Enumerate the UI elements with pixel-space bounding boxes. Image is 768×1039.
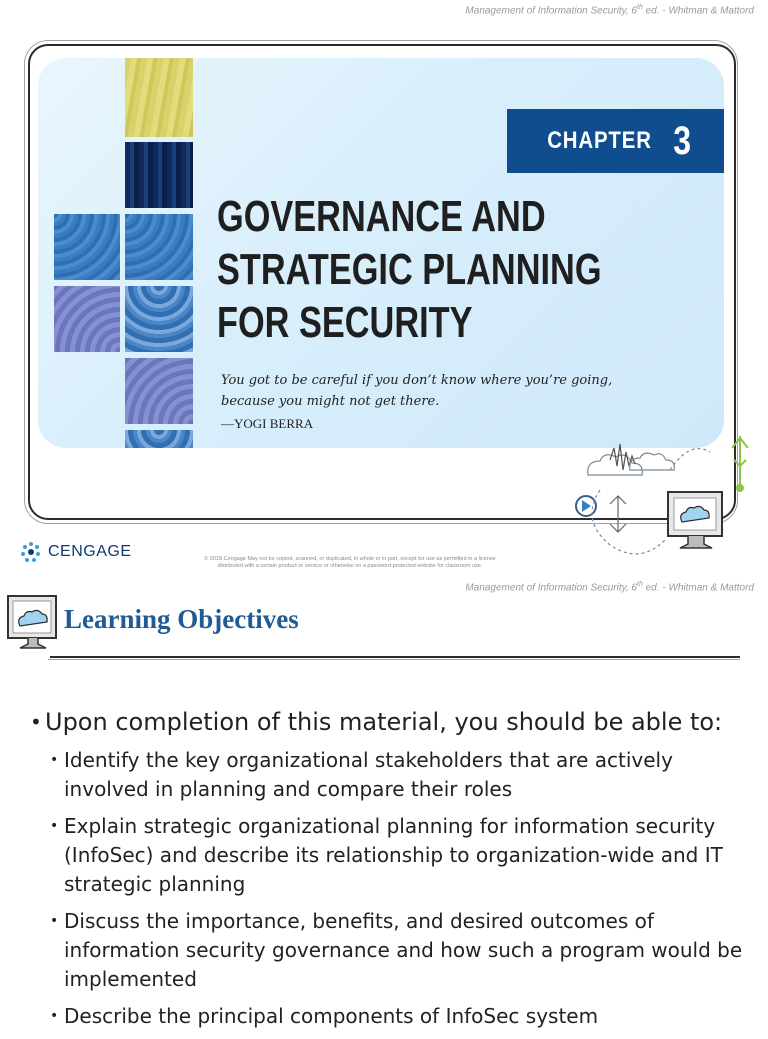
cloud-icon (588, 455, 643, 475)
title-line: STRATEGIC PLANNING (217, 245, 602, 294)
slide-header (465, 4, 754, 16)
slide-title: Learning Objectives (64, 604, 299, 634)
cover-tile (54, 286, 120, 352)
copyright-notice (170, 556, 530, 570)
title-divider (50, 656, 740, 658)
header-text-rest: ed. - Whitman & Mattord (642, 5, 754, 17)
cengage-logo-icon (20, 541, 42, 563)
header-superscript: th (637, 4, 643, 11)
header-superscript: th (637, 581, 643, 588)
objective-item: • Identify the key organizational stakeholders that are actively involved in planning and compare their roles (30, 746, 750, 804)
cengage-logo (20, 541, 132, 563)
cover-tile (125, 58, 193, 137)
quote-line: because you might not get there. (221, 394, 440, 409)
cover-tile (125, 142, 193, 208)
monitor-cloud-icon (6, 594, 60, 654)
title-divider-sketch (48, 659, 740, 660)
cloud-network-illustration (570, 430, 760, 560)
cover-tile (125, 286, 193, 352)
objective-item: • Explain strategic organizational planning for information security (InfoSec) and describe its relationship to organization-wide and IT strategic planning (30, 812, 750, 899)
intro-bullet: • Upon completion of this material, you should be able to: (30, 706, 750, 738)
cengage-logo-text: CENGAGE (48, 543, 132, 560)
chapter-badge (507, 109, 724, 173)
chapter-number: 3 (673, 118, 691, 163)
copyright-line: distributed with a certain product or service or otherwise on a password-protected website for classroom use. (217, 563, 483, 569)
slide-header (465, 581, 754, 593)
header-text: Management of Information Security, 6 (465, 5, 637, 17)
objectives-list (30, 706, 750, 1039)
cover-tile (125, 214, 193, 280)
cover-tile (125, 358, 193, 424)
objective-item: • Describe the principal components of InfoSec system (30, 1002, 750, 1031)
quote-line: You got to be careful if you don’t know where you’re going, (221, 373, 613, 388)
quote-author: —YOGI BERRA (221, 416, 314, 431)
title-line: FOR SECURITY (217, 298, 473, 347)
header-text: Management of Information Security, 6 (465, 582, 637, 594)
monitor-cloud-icon (668, 492, 722, 548)
book-title (217, 190, 602, 349)
header-text-rest: ed. - Whitman & Mattord (642, 582, 754, 594)
copyright-line: © 2018 Cengage May not be copied, scanned, or duplicated, in whole or in part, except for use as permitted in a license (204, 556, 496, 562)
cover-tile (125, 430, 193, 448)
title-line: GOVERNANCE AND (217, 192, 546, 241)
cover-tile (54, 214, 120, 280)
chapter-label: CHAPTER (547, 127, 652, 154)
epigraph-quote (221, 370, 641, 412)
objective-item: • Discuss the importance, benefits, and desired outcomes of information security governance and how such a program would be implemented (30, 907, 750, 994)
usb-icon (732, 436, 748, 491)
